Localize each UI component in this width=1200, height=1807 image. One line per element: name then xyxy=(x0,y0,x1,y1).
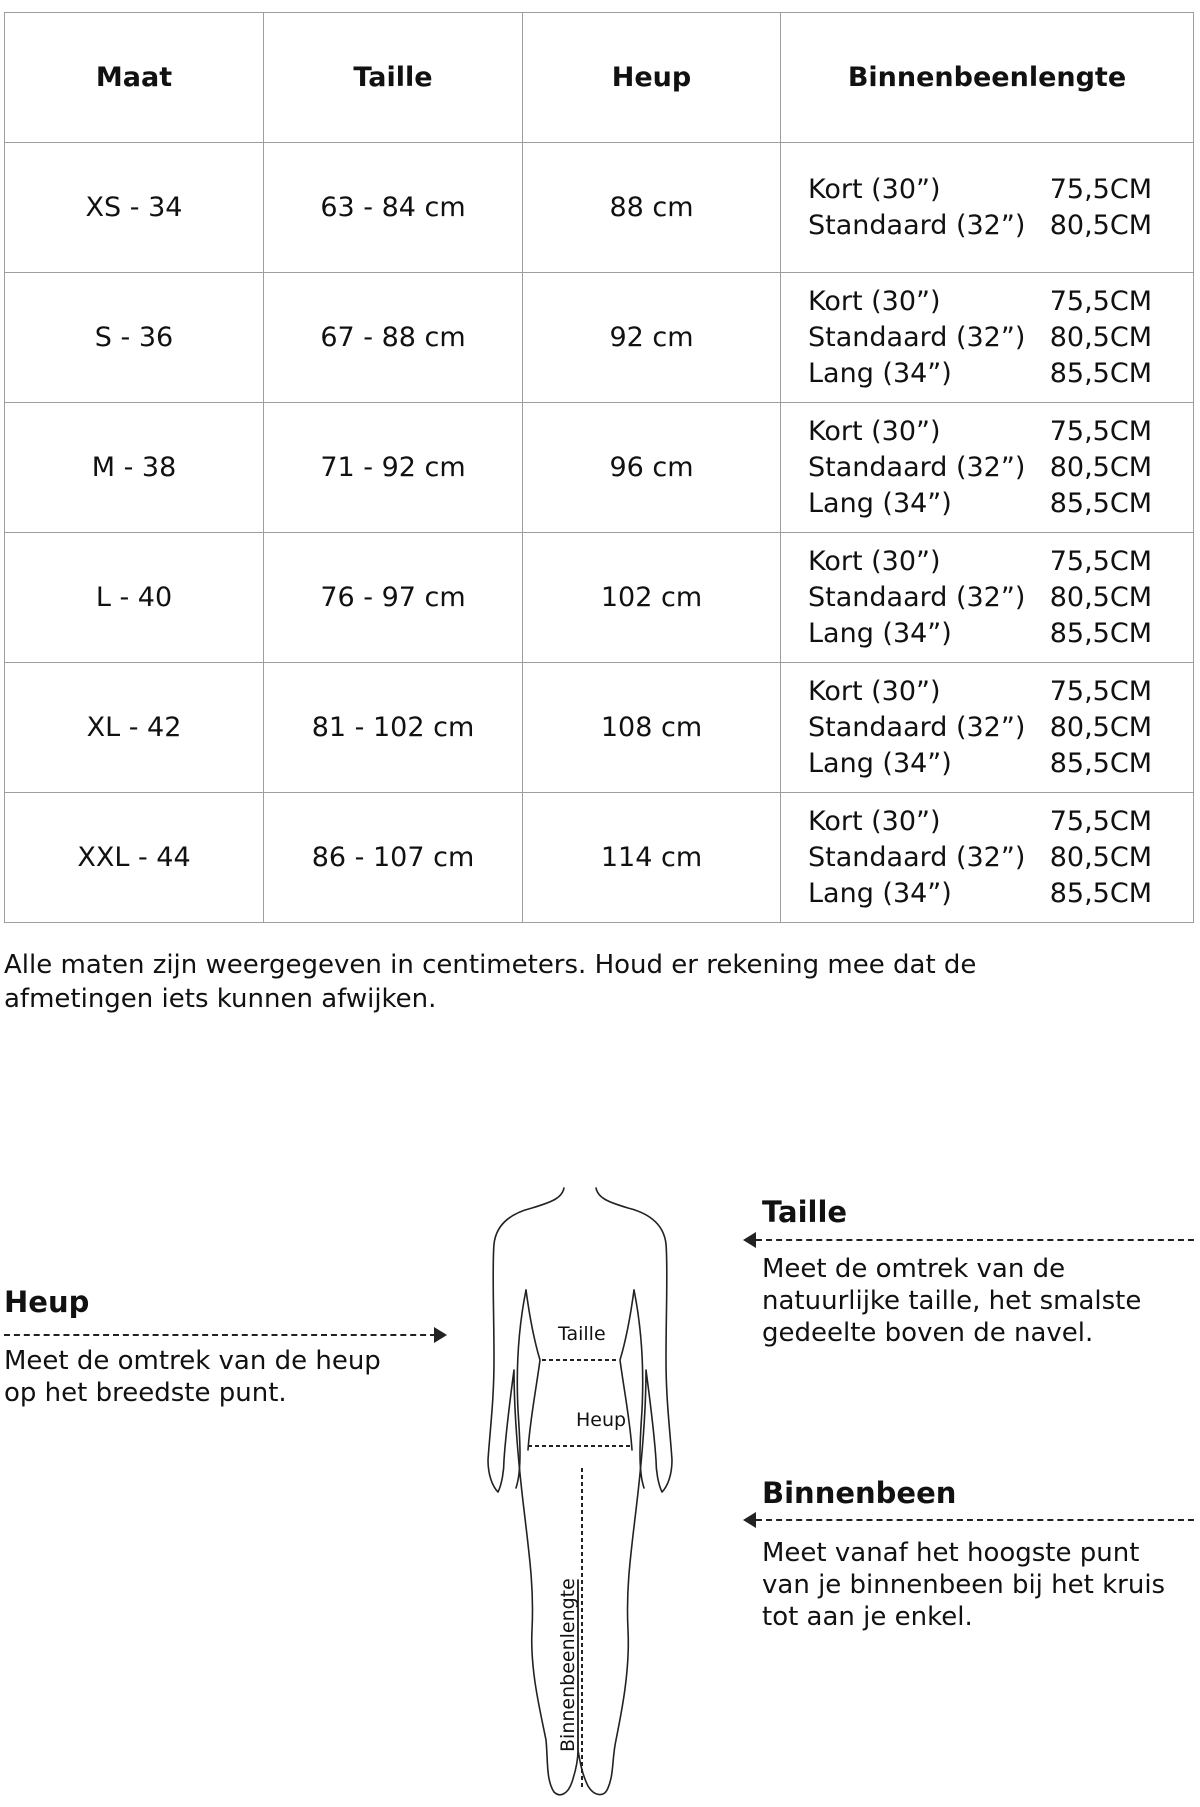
heup-guide-line xyxy=(4,1334,436,1336)
binnenbeen-guide-line-2: van je binnenbeen bij het kruis xyxy=(762,1570,1166,1600)
binnenbeen-guide-line xyxy=(756,1519,1194,1521)
heup-guide-text xyxy=(4,1345,381,1409)
length-label: Kort (30”) xyxy=(808,285,941,317)
arrow-right-icon xyxy=(434,1327,447,1343)
arrow-left-icon xyxy=(743,1512,756,1528)
length-list xyxy=(808,414,1152,522)
length-label: Standaard (32”) xyxy=(808,711,1026,743)
figure-label-binnenbeenlengte: Binnenbeenlengte xyxy=(557,1578,579,1752)
size-table xyxy=(4,12,1194,923)
length-list xyxy=(808,674,1152,782)
length-row xyxy=(808,414,1152,450)
length-row xyxy=(808,450,1152,486)
length-row xyxy=(808,208,1152,244)
measurement-note xyxy=(4,948,1104,1016)
length-value: 80,5CM xyxy=(1049,711,1152,743)
length-row xyxy=(808,544,1152,580)
cell-maat: XXL - 44 xyxy=(5,793,264,923)
cell-taille: 86 - 107 cm xyxy=(264,793,523,923)
length-value: 75,5CM xyxy=(1049,545,1152,577)
length-row xyxy=(808,486,1152,522)
length-row xyxy=(808,616,1152,652)
header-heup: Heup xyxy=(523,13,781,143)
taille-guide-line-1: Meet de omtrek van de xyxy=(762,1254,1066,1284)
length-label: Lang (34”) xyxy=(808,747,952,779)
cell-lengths xyxy=(781,403,1194,533)
taille-guide-text xyxy=(762,1253,1141,1349)
length-value: 75,5CM xyxy=(1049,173,1152,205)
cell-heup: 96 cm xyxy=(523,403,781,533)
header-binnenbeenlengte: Binnenbeenlengte xyxy=(781,13,1194,143)
length-label: Standaard (32”) xyxy=(808,581,1026,613)
figure-label-taille: Taille xyxy=(558,1323,606,1345)
length-label: Lang (34”) xyxy=(808,877,952,909)
length-row xyxy=(808,284,1152,320)
length-value: 85,5CM xyxy=(1049,487,1152,519)
length-label: Standaard (32”) xyxy=(808,451,1026,483)
length-row xyxy=(808,172,1152,208)
header-maat: Maat xyxy=(5,13,264,143)
heup-guide-line-1: Meet de omtrek van de heup xyxy=(4,1346,381,1376)
table-row xyxy=(5,663,1194,793)
cell-heup: 92 cm xyxy=(523,273,781,403)
length-label: Standaard (32”) xyxy=(808,321,1026,353)
cell-heup: 114 cm xyxy=(523,793,781,923)
cell-maat: L - 40 xyxy=(5,533,264,663)
length-row xyxy=(808,804,1152,840)
length-value: 80,5CM xyxy=(1049,209,1152,241)
length-list xyxy=(808,804,1152,912)
length-row xyxy=(808,876,1152,912)
length-row xyxy=(808,674,1152,710)
length-list xyxy=(808,544,1152,652)
length-value: 75,5CM xyxy=(1049,285,1152,317)
length-value: 80,5CM xyxy=(1049,451,1152,483)
cell-maat: S - 36 xyxy=(5,273,264,403)
length-label: Lang (34”) xyxy=(808,357,952,389)
length-value: 85,5CM xyxy=(1049,747,1152,779)
cell-maat: XS - 34 xyxy=(5,143,264,273)
length-label: Standaard (32”) xyxy=(808,209,1026,241)
left-inner-arm xyxy=(516,1290,526,1488)
cell-heup: 102 cm xyxy=(523,533,781,663)
length-label: Lang (34”) xyxy=(808,487,952,519)
length-label: Kort (30”) xyxy=(808,415,941,447)
length-row xyxy=(808,710,1152,746)
length-label: Kort (30”) xyxy=(808,805,941,837)
length-value: 80,5CM xyxy=(1049,581,1152,613)
length-list xyxy=(808,172,1152,244)
taille-guide-title: Taille xyxy=(762,1195,848,1229)
taille-guide-line-3: gedeelte boven de navel. xyxy=(762,1318,1094,1348)
left-torso xyxy=(526,1290,540,1450)
taille-guide-line xyxy=(756,1239,1194,1241)
length-value: 75,5CM xyxy=(1049,415,1152,447)
cell-lengths xyxy=(781,533,1194,663)
length-value: 75,5CM xyxy=(1049,675,1152,707)
length-value: 85,5CM xyxy=(1049,877,1152,909)
length-value: 80,5CM xyxy=(1049,321,1152,353)
cell-maat: M - 38 xyxy=(5,403,264,533)
cell-taille: 71 - 92 cm xyxy=(264,403,523,533)
cell-lengths xyxy=(781,143,1194,273)
length-value: 85,5CM xyxy=(1049,357,1152,389)
cell-heup: 88 cm xyxy=(523,143,781,273)
cell-taille: 81 - 102 cm xyxy=(264,663,523,793)
length-value: 85,5CM xyxy=(1049,617,1152,649)
note-line-1: Alle maten zijn weergegeven in centimeters. Houd er rekening mee dat de xyxy=(4,950,977,980)
binnenbeen-guide-title: Binnenbeen xyxy=(762,1476,957,1510)
length-label: Kort (30”) xyxy=(808,545,941,577)
length-value: 75,5CM xyxy=(1049,805,1152,837)
figure-label-heup: Heup xyxy=(576,1409,627,1431)
cell-lengths xyxy=(781,663,1194,793)
cell-maat: XL - 42 xyxy=(5,663,264,793)
body-outline xyxy=(488,1188,672,1795)
body-measurement-figure xyxy=(470,1170,700,1800)
length-row xyxy=(808,356,1152,392)
cell-taille: 63 - 84 cm xyxy=(264,143,523,273)
heup-guide-title: Heup xyxy=(4,1285,90,1319)
length-row xyxy=(808,840,1152,876)
length-label: Standaard (32”) xyxy=(808,841,1026,873)
table-row xyxy=(5,793,1194,923)
length-label: Kort (30”) xyxy=(808,173,941,205)
cell-heup: 108 cm xyxy=(523,663,781,793)
table-row xyxy=(5,533,1194,663)
header-taille: Taille xyxy=(264,13,523,143)
cell-taille: 76 - 97 cm xyxy=(264,533,523,663)
cell-lengths xyxy=(781,273,1194,403)
table-row xyxy=(5,403,1194,533)
length-value: 80,5CM xyxy=(1049,841,1152,873)
table-row xyxy=(5,273,1194,403)
length-label: Lang (34”) xyxy=(808,617,952,649)
length-row xyxy=(808,580,1152,616)
cell-lengths xyxy=(781,793,1194,923)
table-header-row xyxy=(5,13,1194,143)
length-list xyxy=(808,284,1152,392)
binnenbeen-guide-text xyxy=(762,1537,1165,1633)
taille-guide-line-2: natuurlijke taille, het smalste xyxy=(762,1286,1142,1316)
arrow-left-icon xyxy=(743,1232,756,1248)
table-row xyxy=(5,143,1194,273)
note-line-2: afmetingen iets kunnen afwijken. xyxy=(4,984,437,1014)
right-inner-arm xyxy=(634,1290,644,1488)
binnenbeen-guide-line-3: tot aan je enkel. xyxy=(762,1602,973,1632)
cell-taille: 67 - 88 cm xyxy=(264,273,523,403)
length-row xyxy=(808,320,1152,356)
heup-guide-line-2: op het breedste punt. xyxy=(4,1378,287,1408)
length-label: Kort (30”) xyxy=(808,675,941,707)
length-row xyxy=(808,746,1152,782)
binnenbeen-guide-line-1: Meet vanaf het hoogste punt xyxy=(762,1538,1140,1568)
